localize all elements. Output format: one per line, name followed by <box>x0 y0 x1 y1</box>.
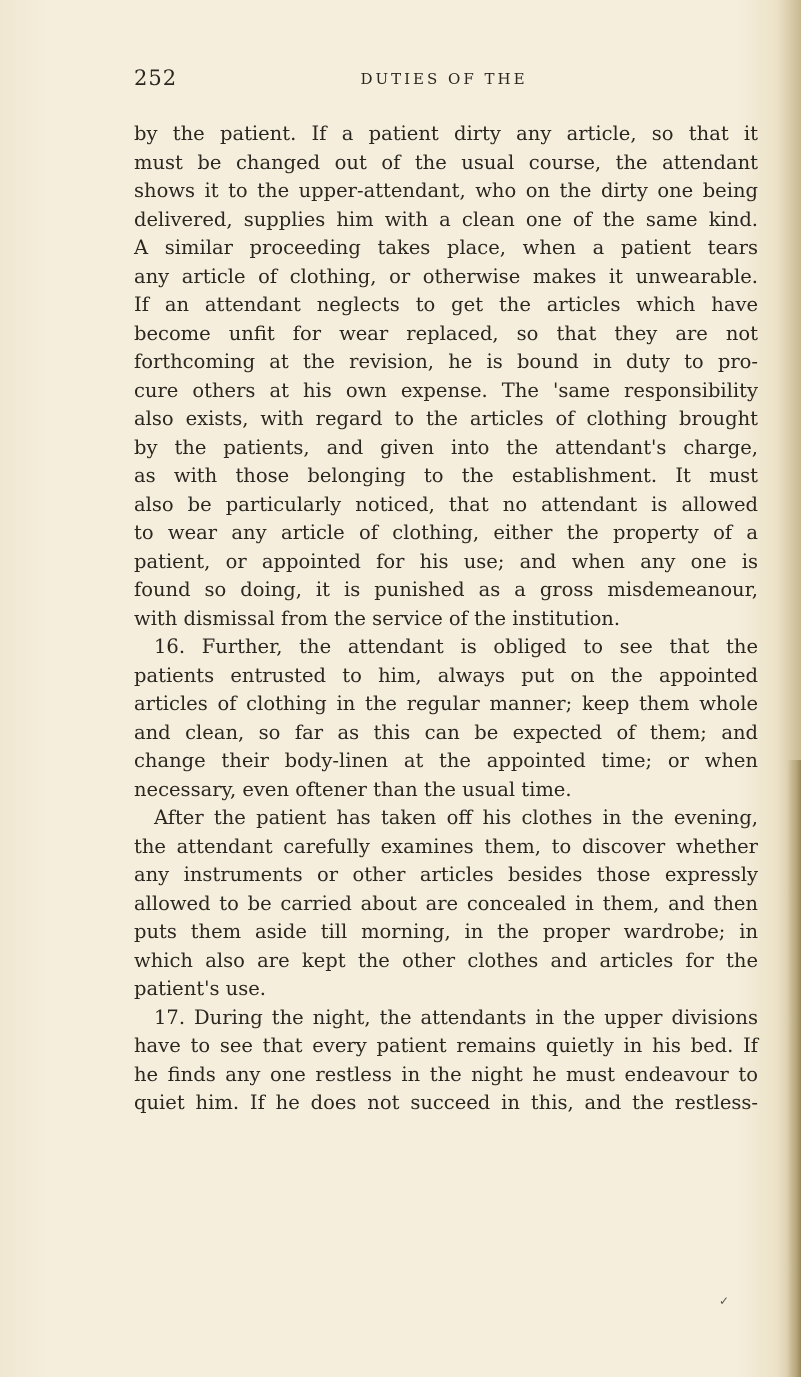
stray-pencil-mark: ✓ <box>719 1294 730 1308</box>
text-line: any instruments or other articles besides those expressly <box>134 863 758 886</box>
paragraph-16-start: 16. Further, the attendant is obliged to see that the <box>154 635 758 658</box>
text-line: he finds any one restless in the night he must endeavour to <box>134 1062 758 1086</box>
text-line: as with those belonging to the establishment. It must <box>134 464 758 487</box>
text-line: necessary, even oftener than the usual time. <box>134 777 572 801</box>
text-line: articles of clothing in the regular manner; keep them whole <box>134 692 758 715</box>
text-line: which also are kept the other clothes and articles for the <box>134 948 758 972</box>
text-line: also be particularly noticed, that no attendant is allowed <box>134 492 758 516</box>
text-line: found so doing, it is punished as a gross misdemeanour, <box>134 578 758 601</box>
text-line: and clean, so far as this can be expected of them; and <box>134 720 758 744</box>
paragraph-start: After the patient has taken off his clothes in the evening, <box>154 806 758 829</box>
text-line: to wear any article of clothing, either the property of a <box>134 521 758 544</box>
text-line: patients entrusted to him, always put on the appointed <box>134 663 758 687</box>
text-line: also exists, with regard to the articles of clothing brought <box>134 407 758 430</box>
running-head: DUTIES OF THE <box>360 70 528 88</box>
text-line: patient's use. <box>134 977 266 1000</box>
body-text <box>134 120 758 1118</box>
text-line: become unfit for wear replaced, so that they are not <box>134 321 758 345</box>
text-line: must be changed out of the usual course, the attendant <box>134 150 758 174</box>
text-line: puts them aside till morning, in the proper wardrobe; in <box>134 920 758 943</box>
text-line: If an attendant neglects to get the articles which have <box>134 293 758 316</box>
text-line: have to see that every patient remains quietly in his bed. If <box>134 1034 758 1057</box>
page-edge-shadow <box>787 760 801 1377</box>
text-line: A similar proceeding takes place, when a patient tears <box>134 236 758 259</box>
text-line: delivered, supplies him with a clean one of the same kind. <box>134 207 758 231</box>
text-line: the attendant carefully examines them, to discover whether <box>134 834 758 858</box>
page-number: 252 <box>134 66 178 90</box>
text-line: with dismissal from the service of the institution. <box>134 606 621 630</box>
text-line: any article of clothing, or otherwise makes it unwearable. <box>134 264 758 288</box>
text-line: forthcoming at the revision, he is bound in duty to pro- <box>134 350 758 373</box>
text-line: by the patient. If a patient dirty any article, so that it <box>134 122 758 145</box>
page-header <box>134 66 754 96</box>
text-line: by the patients, and given into the attendant's charge, <box>134 435 758 459</box>
text-line: patient, or appointed for his use; and when any one is <box>134 549 758 573</box>
text-line: cure others at his own expense. The 'same responsibility <box>134 378 758 402</box>
text-line: change their body-linen at the appointed time; or when <box>134 749 758 772</box>
text-line: quiet him. If he does not succeed in this, and the restless- <box>134 1091 758 1114</box>
paragraph-17-start: 17. During the night, the attendants in the upper divisions <box>154 1005 758 1029</box>
text-line: shows it to the upper-attendant, who on the dirty one being <box>134 179 758 202</box>
text-line: allowed to be carried about are concealed in them, and then <box>134 891 758 915</box>
